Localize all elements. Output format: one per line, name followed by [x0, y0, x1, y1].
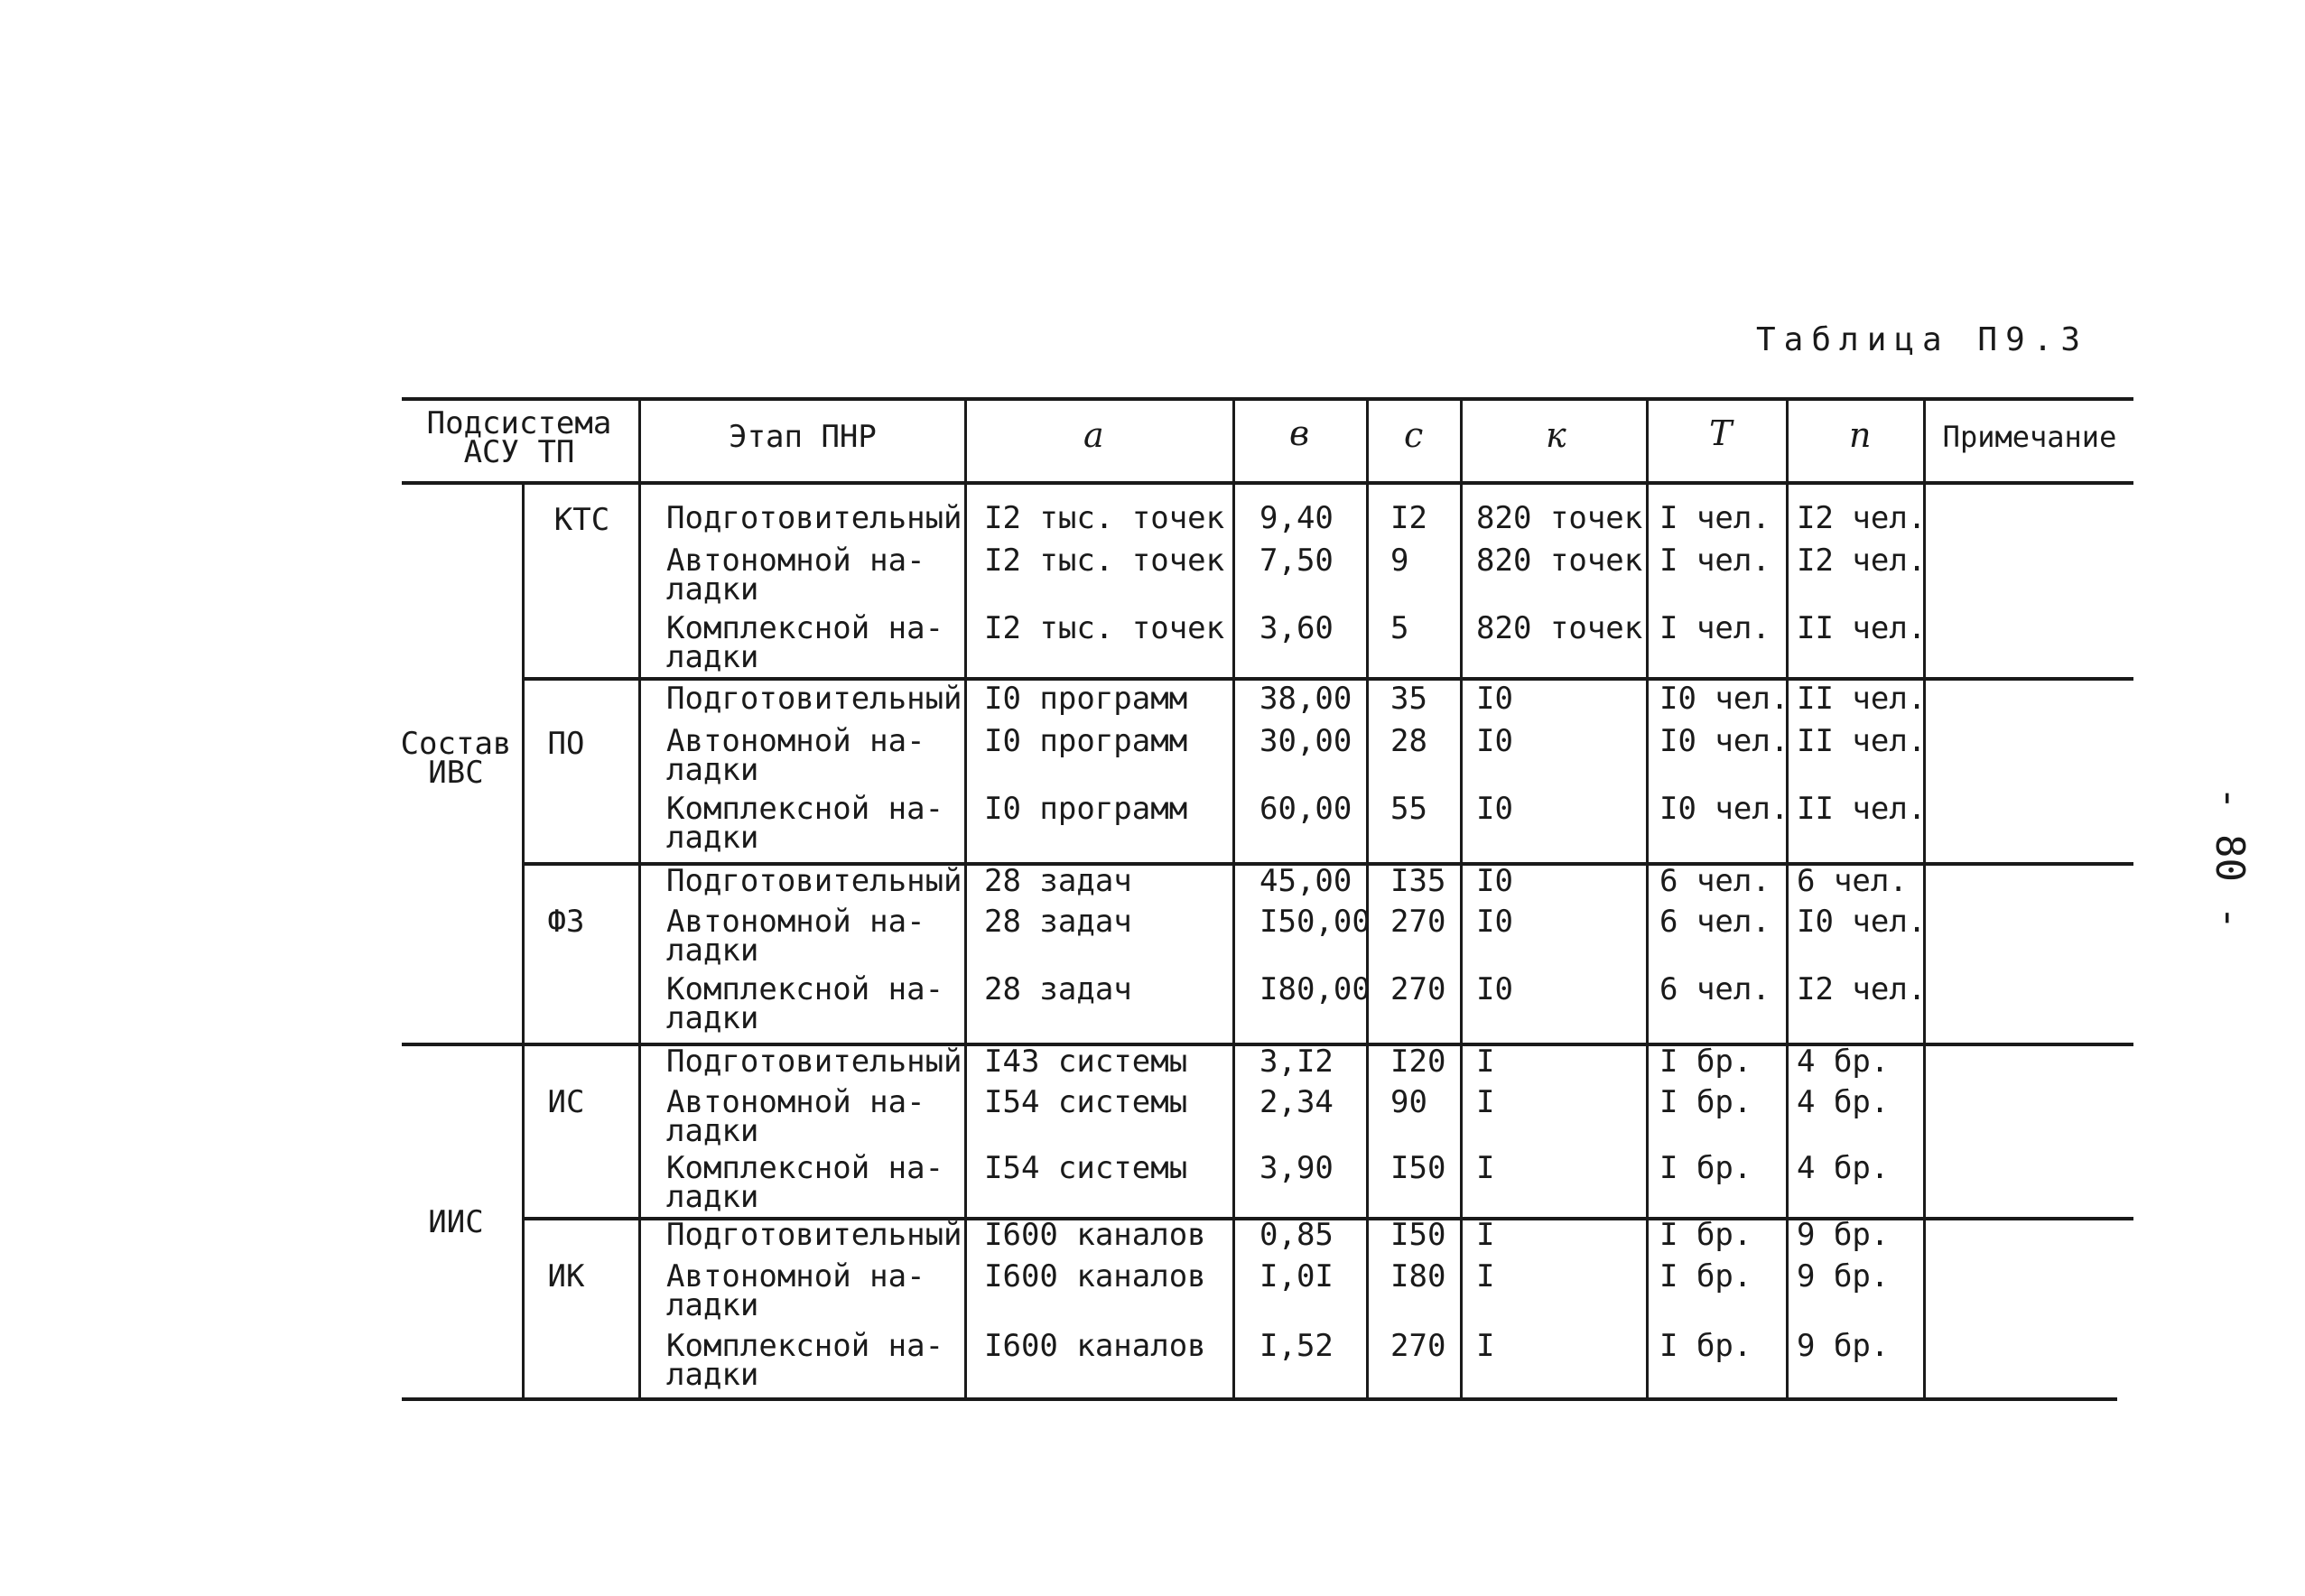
cell-a: I54 системы — [984, 1150, 1188, 1186]
cell-n: II чел. — [1797, 791, 1927, 827]
header-subsystem: Подсистема АСУ ТП — [426, 405, 612, 470]
cell-T: I бр. — [1659, 1328, 1752, 1364]
cell-b: I,0I — [1259, 1258, 1334, 1294]
cell-k: 820 точек — [1476, 543, 1643, 579]
cell-c: 55 — [1390, 791, 1427, 827]
subgroup-po: ПО — [547, 726, 585, 762]
cell-n: I0 чел. — [1797, 904, 1927, 940]
cell-b: I80,00 — [1259, 971, 1371, 1007]
cell-a: 28 задач — [984, 904, 1132, 940]
cell-k: I0 — [1476, 723, 1513, 759]
cell-b: 3,60 — [1259, 610, 1334, 646]
cell-n: 9 бр. — [1797, 1217, 1890, 1253]
cell-stage: Автономной на- ладки — [666, 1084, 925, 1149]
cell-a: I2 тыс. точек — [984, 543, 1225, 579]
cell-c: 90 — [1390, 1084, 1427, 1120]
cell-c: 270 — [1390, 1328, 1446, 1364]
table-top-rule — [402, 397, 2133, 401]
subgroup-is: ИС — [547, 1084, 585, 1120]
cell-c: 35 — [1390, 681, 1427, 717]
cell-k: I — [1476, 1217, 1495, 1253]
cell-stage: Подготовительный — [666, 500, 962, 536]
cell-k: 820 точек — [1476, 610, 1643, 646]
cell-k: I0 — [1476, 971, 1513, 1007]
group-iis: ИИС — [428, 1204, 484, 1240]
cell-a: I600 каналов — [984, 1258, 1206, 1294]
cell-c: 5 — [1390, 610, 1409, 646]
cell-a: 28 задач — [984, 863, 1132, 899]
cell-T: 6 чел. — [1659, 971, 1771, 1007]
col-rule-sub — [522, 483, 525, 1397]
cell-stage: Комплексной на- ладки — [666, 1328, 944, 1393]
cell-T: I0 чел. — [1659, 681, 1789, 717]
cell-c: I50 — [1390, 1217, 1446, 1253]
cell-k: I — [1476, 1044, 1495, 1080]
cell-b: 0,85 — [1259, 1217, 1334, 1253]
cell-b: 2,34 — [1259, 1084, 1334, 1120]
cell-T: I бр. — [1659, 1044, 1752, 1080]
cell-c: I80 — [1390, 1258, 1446, 1294]
page-number: - 80 - — [2206, 786, 2253, 930]
cell-T: I чел. — [1659, 610, 1771, 646]
cell-a: I0 программ — [984, 681, 1188, 717]
cell-n: II чел. — [1797, 681, 1927, 717]
cell-c: I35 — [1390, 863, 1446, 899]
header-c: c — [1404, 415, 1424, 455]
header-a: a — [1083, 415, 1104, 455]
cell-T: 6 чел. — [1659, 904, 1771, 940]
cell-T: I бр. — [1659, 1150, 1752, 1186]
cell-k: I0 — [1476, 681, 1513, 717]
col-rule-stage — [638, 397, 641, 1397]
cell-n: I2 чел. — [1797, 971, 1927, 1007]
header-stage: Этап ПНР — [729, 419, 877, 455]
cell-a: I43 системы — [984, 1044, 1188, 1080]
cell-n: I2 чел. — [1797, 543, 1927, 579]
subgroup-fz: ФЗ — [547, 904, 585, 940]
cell-k: I — [1476, 1258, 1495, 1294]
header-k: к — [1546, 415, 1566, 455]
cell-stage: Подготовительный — [666, 681, 962, 717]
cell-b: 45,00 — [1259, 863, 1352, 899]
header-b: в — [1289, 413, 1310, 453]
cell-a: I0 программ — [984, 791, 1188, 827]
cell-stage: Подготовительный — [666, 863, 962, 899]
cell-k: I — [1476, 1150, 1495, 1186]
cell-stage: Комплексной на- ладки — [666, 971, 944, 1036]
cell-b: I,52 — [1259, 1328, 1334, 1364]
col-rule-c — [1366, 397, 1369, 1397]
cell-stage: Комплексной на- ладки — [666, 610, 944, 675]
group-ivs: Состав ИВС — [400, 726, 512, 791]
table-title: Таблица П9.3 — [1756, 321, 2089, 358]
table-bottom-rule — [402, 1397, 2117, 1401]
cell-c: 270 — [1390, 904, 1446, 940]
cell-stage: Автономной на- ладки — [666, 723, 925, 788]
col-rule-T — [1646, 397, 1649, 1397]
cell-T: I бр. — [1659, 1217, 1752, 1253]
cell-b: 60,00 — [1259, 791, 1352, 827]
subgroup-ik: ИК — [547, 1258, 585, 1294]
cell-a: 28 задач — [984, 971, 1132, 1007]
cell-stage: Комплексной на- ладки — [666, 1150, 944, 1215]
cell-a: I600 каналов — [984, 1328, 1206, 1364]
col-rule-n — [1786, 397, 1789, 1397]
cell-n: 4 бр. — [1797, 1084, 1890, 1120]
cell-k: I0 — [1476, 791, 1513, 827]
col-rule-b — [1232, 397, 1235, 1397]
cell-a: I600 каналов — [984, 1217, 1206, 1253]
cell-c: I2 — [1390, 500, 1427, 536]
cell-stage: Автономной на- ладки — [666, 904, 925, 969]
cell-k: I — [1476, 1328, 1495, 1364]
cell-T: I бр. — [1659, 1258, 1752, 1294]
cell-b: 7,50 — [1259, 543, 1334, 579]
cell-a: I0 программ — [984, 723, 1188, 759]
col-rule-a — [964, 397, 967, 1397]
cell-n: 6 чел. — [1797, 863, 1908, 899]
cell-stage: Автономной на- ладки — [666, 1258, 925, 1323]
cell-stage: Автономной на- ладки — [666, 543, 925, 608]
cell-b: I50,00 — [1259, 904, 1371, 940]
cell-T: I бр. — [1659, 1084, 1752, 1120]
col-rule-k — [1460, 397, 1463, 1397]
cell-k: 820 точек — [1476, 500, 1643, 536]
cell-n: 9 бр. — [1797, 1328, 1890, 1364]
header-T: T — [1709, 413, 1733, 453]
cell-n: II чел. — [1797, 610, 1927, 646]
cell-stage: Комплексной на- ладки — [666, 791, 944, 856]
cell-n: I2 чел. — [1797, 500, 1927, 536]
cell-a: I2 тыс. точек — [984, 610, 1225, 646]
cell-T: 6 чел. — [1659, 863, 1771, 899]
cell-c: I50 — [1390, 1150, 1446, 1186]
cell-n: II чел. — [1797, 723, 1927, 759]
cell-a: I2 тыс. точек — [984, 500, 1225, 536]
cell-c: I20 — [1390, 1044, 1446, 1080]
cell-stage: Подготовительный — [666, 1217, 962, 1253]
cell-b: 9,40 — [1259, 500, 1334, 536]
cell-k: I0 — [1476, 863, 1513, 899]
header-bottom-rule — [402, 481, 2133, 485]
subgroup-kts: КТС — [553, 502, 610, 538]
cell-T: I0 чел. — [1659, 723, 1789, 759]
cell-b: 3,I2 — [1259, 1044, 1334, 1080]
cell-a: I54 системы — [984, 1084, 1188, 1120]
cell-b: 3,90 — [1259, 1150, 1334, 1186]
cell-T: I чел. — [1659, 543, 1771, 579]
cell-c: 9 — [1390, 543, 1409, 579]
cell-c: 28 — [1390, 723, 1427, 759]
header-n: n — [1849, 415, 1872, 455]
header-note: Примечание — [1942, 420, 2117, 454]
cell-n: 4 бр. — [1797, 1044, 1890, 1080]
cell-k: I0 — [1476, 904, 1513, 940]
cell-b: 38,00 — [1259, 681, 1352, 717]
cell-c: 270 — [1390, 971, 1446, 1007]
cell-stage: Подготовительный — [666, 1044, 962, 1080]
cell-k: I — [1476, 1084, 1495, 1120]
cell-n: 9 бр. — [1797, 1258, 1890, 1294]
cell-T: I0 чел. — [1659, 791, 1789, 827]
cell-n: 4 бр. — [1797, 1150, 1890, 1186]
cell-T: I чел. — [1659, 500, 1771, 536]
cell-b: 30,00 — [1259, 723, 1352, 759]
